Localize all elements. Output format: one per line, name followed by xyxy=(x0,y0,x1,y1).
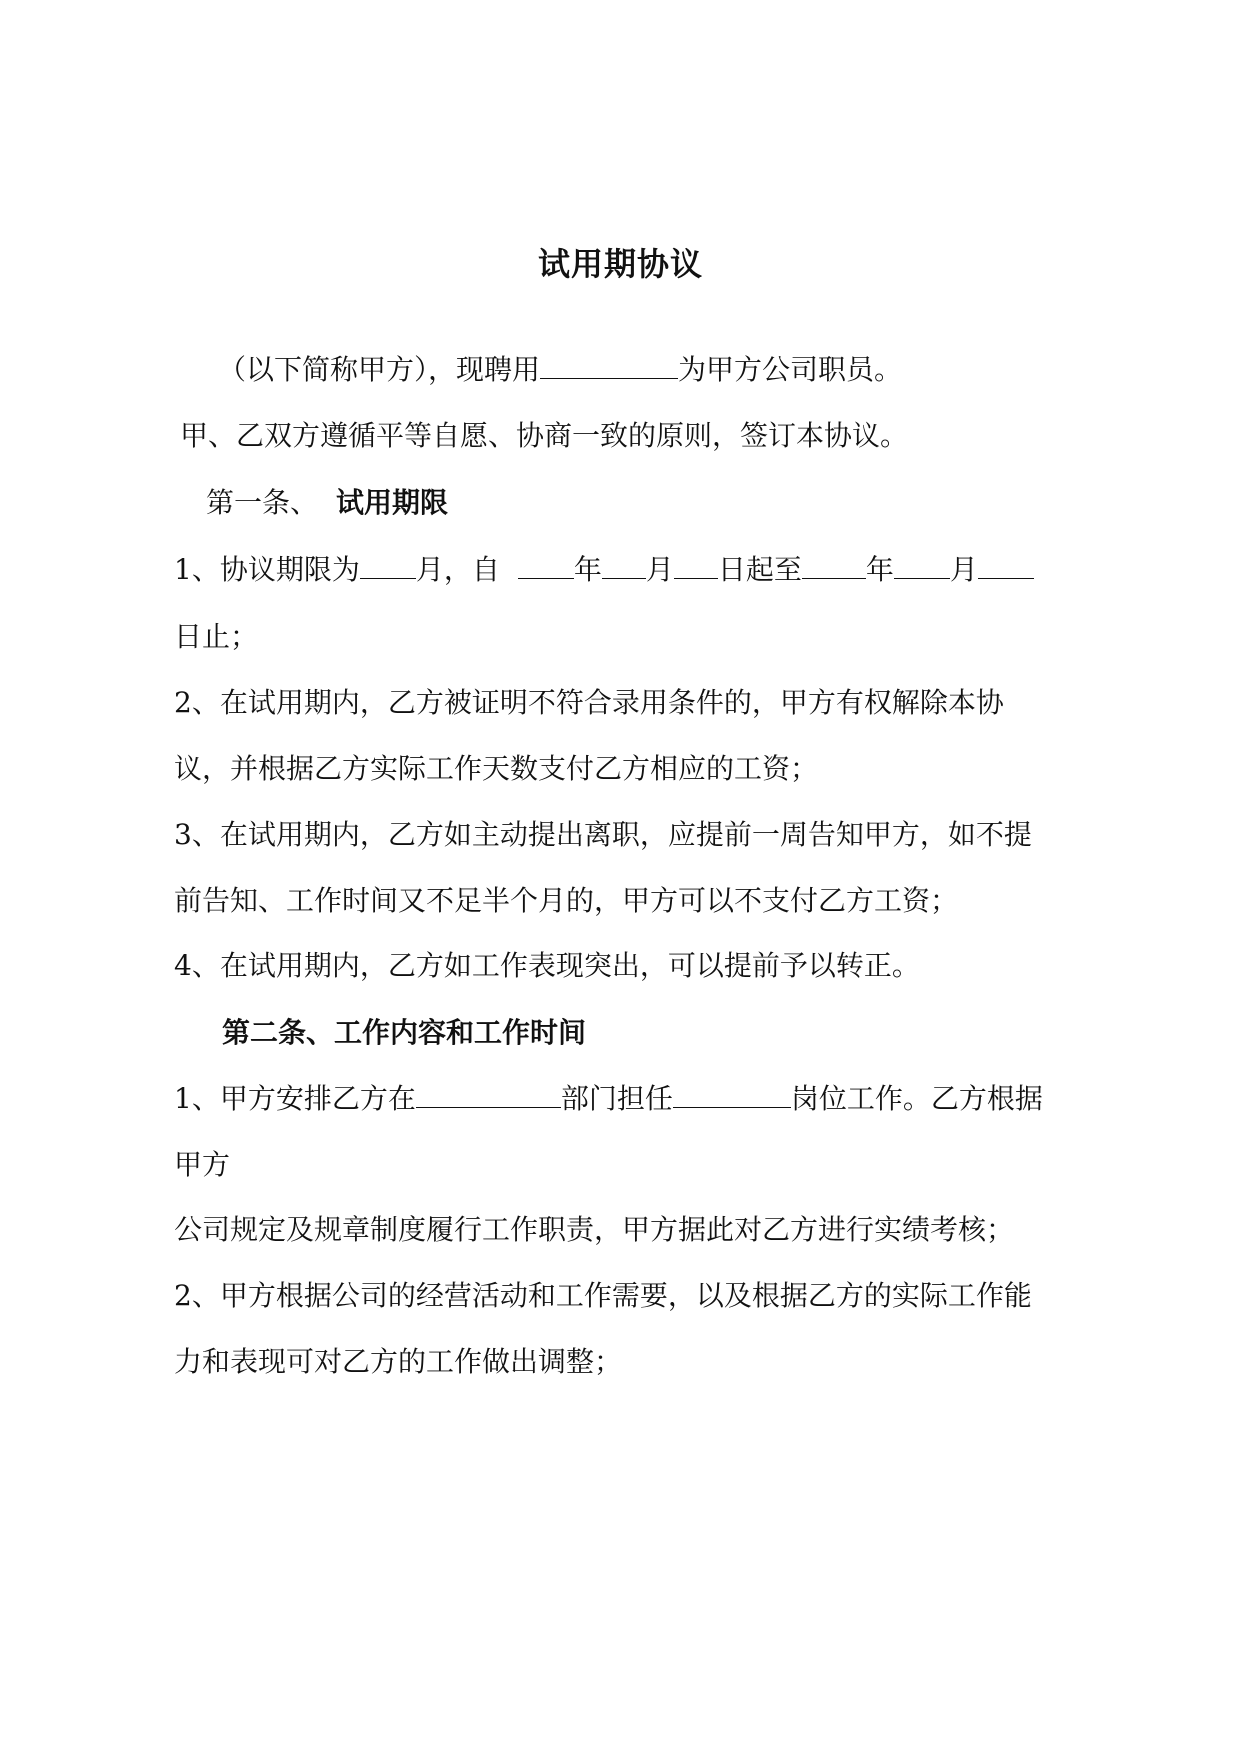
end-day-blank xyxy=(978,552,1034,579)
term-months-blank xyxy=(360,552,416,579)
end-year-blank xyxy=(802,552,866,579)
article-1-prefix: 第一条、 xyxy=(206,486,319,519)
assign-text-a: 1、甲方安排乙方在 xyxy=(174,1082,416,1115)
article-1-title: 试用期限 xyxy=(336,486,449,519)
term-text-b: 月，自 xyxy=(415,553,500,586)
term-text-g: 月 xyxy=(949,553,978,586)
article-2-item-2-line-2: 力和表现可对乙方的工作做出调整； xyxy=(174,1345,623,1378)
term-text-f: 年 xyxy=(865,553,894,586)
article-1-item-2-line-2: 议，并根据乙方实际工作天数支付乙方相应的工资； xyxy=(174,752,819,785)
end-month-blank xyxy=(894,552,950,579)
article-1-item-2-line-1: 2、在试用期内，乙方被证明不符合录用条件的，甲方有权解除本协 xyxy=(174,686,1004,719)
start-year-blank xyxy=(518,552,574,579)
assign-text-c: 岗位工作。乙方根据 xyxy=(790,1082,1043,1115)
intro-party-a-text: （以下简称甲方），现聘用 xyxy=(218,353,541,386)
employee-name-blank xyxy=(540,352,678,379)
article-1-item-4: 4、在试用期内，乙方如工作表现突出，可以提前予以转正。 xyxy=(174,949,920,982)
article-2-item-2-line-1: 2、甲方根据公司的经营活动和工作需要，以及根据乙方的实际工作能 xyxy=(174,1279,1032,1312)
term-text-a: 1、协议期限为 xyxy=(174,553,360,586)
start-day-blank xyxy=(674,552,718,579)
article-1-item-3-line-1: 3、在试用期内，乙方如主动提出离职，应提前一周告知甲方，如不提 xyxy=(174,818,1032,851)
article-2-item-1-line-2: 甲方 xyxy=(174,1148,231,1181)
intro-line-2: 甲、乙双方遵循平等自愿、协商一致的原则，签订本协议。 xyxy=(180,419,909,452)
article-2-heading: 第二条、工作内容和工作时间 xyxy=(222,1016,587,1049)
article-1-item-1 xyxy=(174,552,1034,588)
article-2-item-1-line-1 xyxy=(174,1081,1043,1117)
start-month-blank xyxy=(602,552,646,579)
assign-text-b: 部门担任 xyxy=(560,1082,673,1115)
intro-position-text: 为甲方公司职员。 xyxy=(678,353,903,386)
article-1-item-1-cont: 日止； xyxy=(174,620,259,653)
article-2-item-1-line-3: 公司规定及规章制度履行工作职责，甲方据此对乙方进行实绩考核； xyxy=(174,1213,1015,1246)
term-text-c: 年 xyxy=(573,553,602,586)
term-text-d: 月 xyxy=(645,553,674,586)
article-1-item-3-line-2: 前告知、工作时间又不足半个月的，甲方可以不支付乙方工资； xyxy=(174,884,959,917)
term-text-e: 日起至 xyxy=(717,553,802,586)
intro-line-1 xyxy=(218,352,902,388)
position-blank xyxy=(673,1081,791,1108)
document-title: 试用期协议 xyxy=(537,245,703,283)
department-blank xyxy=(416,1081,561,1108)
article-1-heading xyxy=(206,485,448,521)
